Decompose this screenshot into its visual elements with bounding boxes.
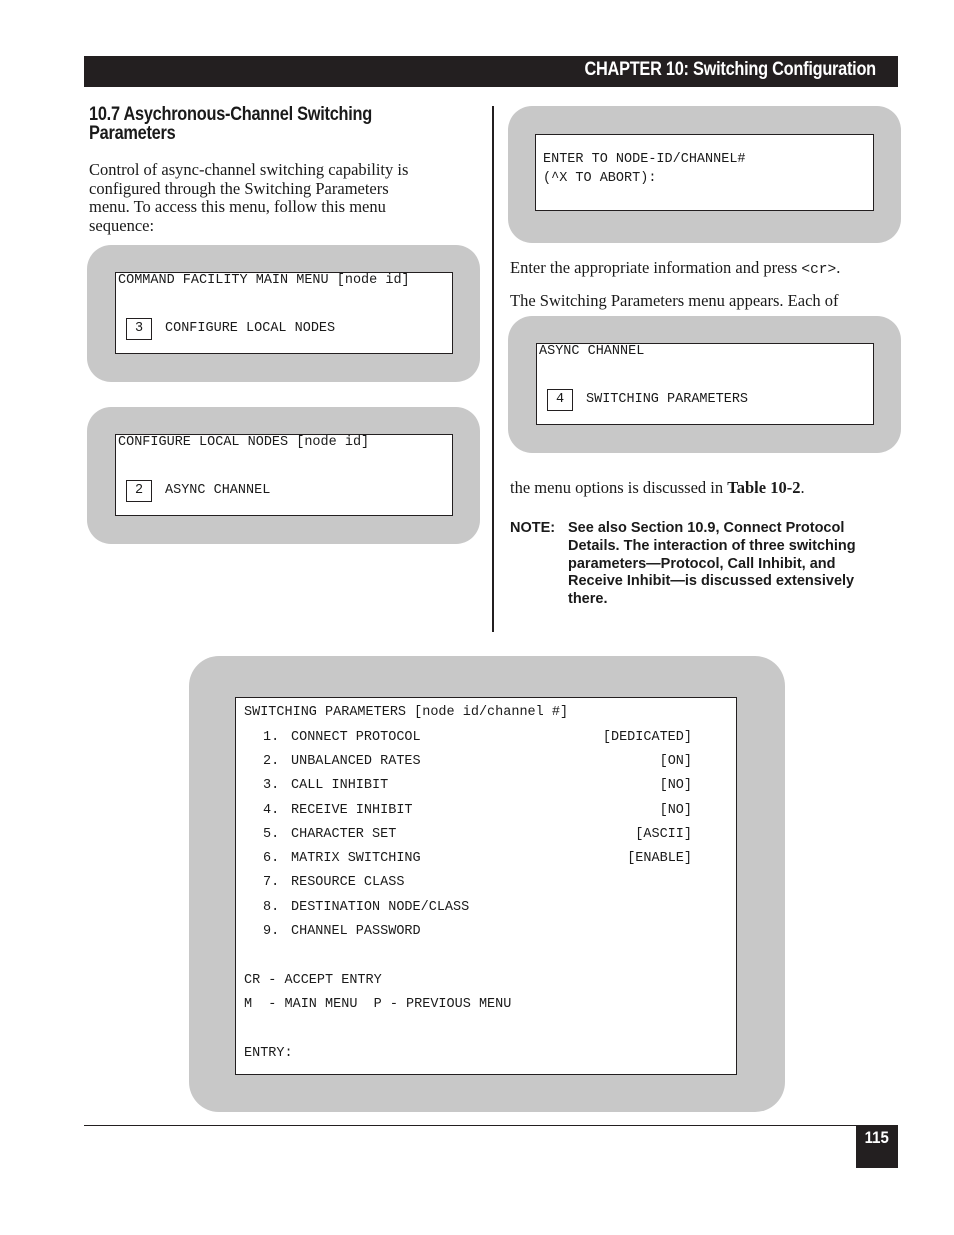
menu-item-connect-protocol (236, 730, 736, 754)
menu-item-number: 5. (263, 827, 280, 842)
menu-item-receive-inhibit (236, 803, 736, 827)
prompt-line: ENTER TO NODE-ID/CHANNEL# (543, 152, 746, 167)
menu-item-matrix-switching (236, 851, 736, 875)
menu-item-destination-node-class (236, 900, 736, 924)
menu-item-label: MATRIX SWITCHING (291, 851, 421, 866)
menu-item-number: 7. (263, 875, 280, 890)
menu-item-label: UNBALANCED RATES (291, 754, 421, 769)
screen-title: SWITCHING PARAMETERS [node id/channel #] (244, 705, 569, 720)
intro-line: sequence: (89, 215, 155, 235)
enter-info-prefix: Enter the appropriate information and press (510, 258, 802, 277)
local-nodes-panel (87, 407, 480, 544)
menu-item-value: [ASCII] (635, 827, 692, 842)
menu-options-suffix: . (800, 478, 805, 497)
note-line: Receive Inhibit—is discussed extensively (568, 573, 855, 590)
note-line: See also Section 10.9, Connect Protocol (568, 520, 845, 536)
enter-node-panel (508, 106, 901, 243)
main-menu-panel (87, 245, 480, 382)
menu-item-number: 4. (263, 803, 280, 818)
entry-prompt: ENTRY: (244, 1046, 293, 1061)
column-divider (492, 106, 494, 632)
note-line: parameters—Protocol, Call Inhibit, and (568, 555, 836, 572)
prompt-line: (^X TO ABORT): (543, 171, 657, 186)
screen-title: COMMAND FACILITY MAIN MENU [node id] (118, 273, 410, 288)
chapter-title: CHAPTER 10: Switching Configuration (584, 59, 876, 80)
screen-title: ASYNC CHANNEL (539, 344, 645, 359)
menu-item-resource-class (236, 875, 736, 899)
enter-info-text (510, 259, 840, 280)
note-line: Details. The interaction of three switching (568, 537, 856, 554)
option-number-box: 3 (126, 318, 152, 340)
menu-item-number: 1. (263, 730, 280, 745)
menu-item-number: 9. (263, 924, 280, 939)
chapter-header-bar (84, 56, 898, 87)
menu-item-value: [ON] (659, 754, 692, 769)
main-menu-screen (115, 272, 453, 354)
menu-item-number: 3. (263, 778, 280, 793)
menu-item-number: 6. (263, 851, 280, 866)
menu-item-value: [NO] (659, 803, 692, 818)
menu-item-number: 8. (263, 900, 280, 915)
enter-node-screen (535, 134, 874, 211)
accept-entry-hint: CR - ACCEPT ENTRY (244, 973, 382, 988)
menu-item-character-set (236, 827, 736, 851)
intro-line: menu. To access this menu, follow this menu (89, 197, 386, 217)
menu-appears-text: The Switching Parameters menu appears. Each of (510, 291, 839, 310)
menu-item-unbalanced-rates (236, 754, 736, 778)
menu-item-value: [DEDICATED] (602, 730, 692, 745)
note-label: NOTE: (510, 520, 556, 536)
menu-item-label: CONNECT PROTOCOL (291, 730, 421, 745)
navigation-hint: M - MAIN MENU P - PREVIOUS MENU (244, 997, 512, 1012)
section-heading (89, 105, 416, 143)
section-heading-line: Parameters (89, 123, 176, 144)
switching-params-screen (235, 697, 737, 1075)
menu-item-value: [ENABLE] (627, 851, 692, 866)
local-nodes-screen (115, 434, 453, 516)
intro-line: Control of async-channel switching capability is (89, 160, 409, 179)
menu-options-prefix: the menu options is discussed in (510, 478, 728, 497)
menu-item-label: DESTINATION NODE/CLASS (291, 900, 470, 915)
note-line: there. (568, 591, 608, 608)
footer-rule (84, 1125, 898, 1126)
page-number: 115 (864, 1128, 890, 1147)
section-heading-line: 10.7 Asychronous-Channel Switching (89, 104, 372, 125)
option-number-box: 2 (126, 480, 152, 502)
cr-key-code: <cr> (801, 262, 837, 278)
option-label: ASYNC CHANNEL (165, 483, 271, 498)
async-channel-panel (508, 316, 901, 453)
menu-item-label: RESOURCE CLASS (291, 875, 405, 890)
menu-item-call-inhibit (236, 778, 736, 802)
menu-item-label: CHARACTER SET (291, 827, 397, 842)
page-number-box (856, 1125, 898, 1168)
menu-item-label: CHANNEL PASSWORD (291, 924, 421, 939)
enter-info-suffix: . (836, 258, 841, 277)
table-reference: Table 10-2 (727, 478, 801, 497)
menu-options-text (510, 479, 805, 498)
menu-item-number: 2. (263, 754, 280, 769)
intro-line: configured through the Switching Parameters (89, 178, 389, 198)
menu-item-label: CALL INHIBIT (291, 778, 389, 793)
option-number-box: 4 (547, 389, 573, 411)
note-text (568, 520, 900, 609)
menu-item-value: [NO] (659, 778, 692, 793)
menu-item-label: RECEIVE INHIBIT (291, 803, 413, 818)
async-channel-screen (536, 343, 874, 425)
option-label: SWITCHING PARAMETERS (586, 392, 749, 407)
intro-paragraph (89, 161, 469, 235)
switching-params-panel (189, 656, 785, 1112)
option-label: CONFIGURE LOCAL NODES (165, 321, 336, 336)
screen-title: CONFIGURE LOCAL NODES [node id] (118, 435, 370, 450)
menu-item-channel-password (236, 924, 736, 948)
